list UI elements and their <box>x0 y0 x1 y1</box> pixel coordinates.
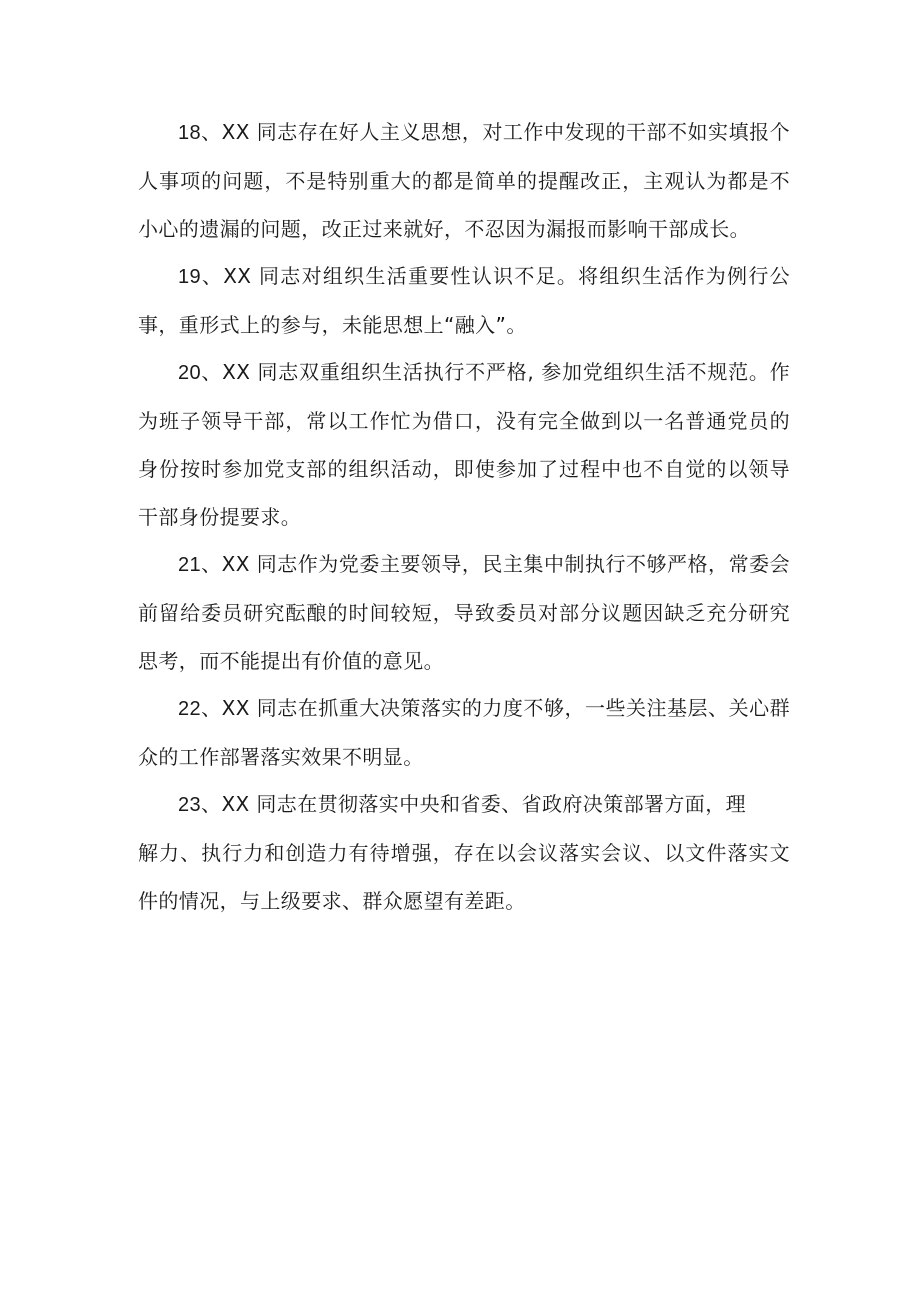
paragraph-19 <box>138 252 790 349</box>
paragraph-text: 、XX 同志双重组织生活执行不严格, 参加党组织生活不规范。作为班子领导干部，常以工作忙为借口，没有完全做到以一名普通党员的身份按时参加党支部的组织活动，即使参加了过程中也不自觉的以领导干部身份提要求。 <box>138 360 790 529</box>
paragraph-text: 、XX 同志存在好人主义思想，对工作中发现的干部不如实填报个人事项的问题，不是特别重大的都是简单的提醒改正，主观认为都是不小心的遗漏的问题，改正过来就好，不忍因为漏报而影响干部成长。 <box>138 120 790 241</box>
paragraph-number: 20 <box>178 362 202 384</box>
paragraph-text-rest: 解力、执行力和创造力有待增强，存在以会议落实会议、以文件落实文件的情况，与上级要求、群众愿望有差距。 <box>138 841 790 913</box>
paragraph-number: 23 <box>178 794 202 816</box>
paragraph-23 <box>138 780 790 925</box>
paragraph-text: 、XX 同志对组织生活重要性认识不足。将组织生活作为例行公事，重形式上的参与，未能思想上“融入”。 <box>138 264 790 337</box>
paragraph-18 <box>138 108 790 253</box>
paragraph-number: 21 <box>178 554 202 576</box>
paragraph-number: 19 <box>178 266 202 288</box>
paragraph-text: 、XX 同志作为党委主要领导，民主集中制执行不够严格，常委会前留给委员研究酝酿的时间较短，导致委员对部分议题因缺乏充分研究思考，而不能提出有价值的意见。 <box>138 552 790 673</box>
paragraph-20 <box>138 348 790 541</box>
paragraph-21 <box>138 540 790 685</box>
paragraph-text: 、XX 同志在抓重大决策落实的力度不够，一些关注基层、关心群众的工作部署落实效果不明显。 <box>138 696 790 769</box>
paragraph-text-line1: 、XX 同志在贯彻落实中央和省委、省政府决策部署方面，理 <box>201 792 747 816</box>
paragraph-first-line <box>138 780 790 829</box>
paragraph-22 <box>138 684 790 781</box>
paragraph-number: 22 <box>178 698 202 720</box>
paragraph-number: 18 <box>178 122 202 144</box>
